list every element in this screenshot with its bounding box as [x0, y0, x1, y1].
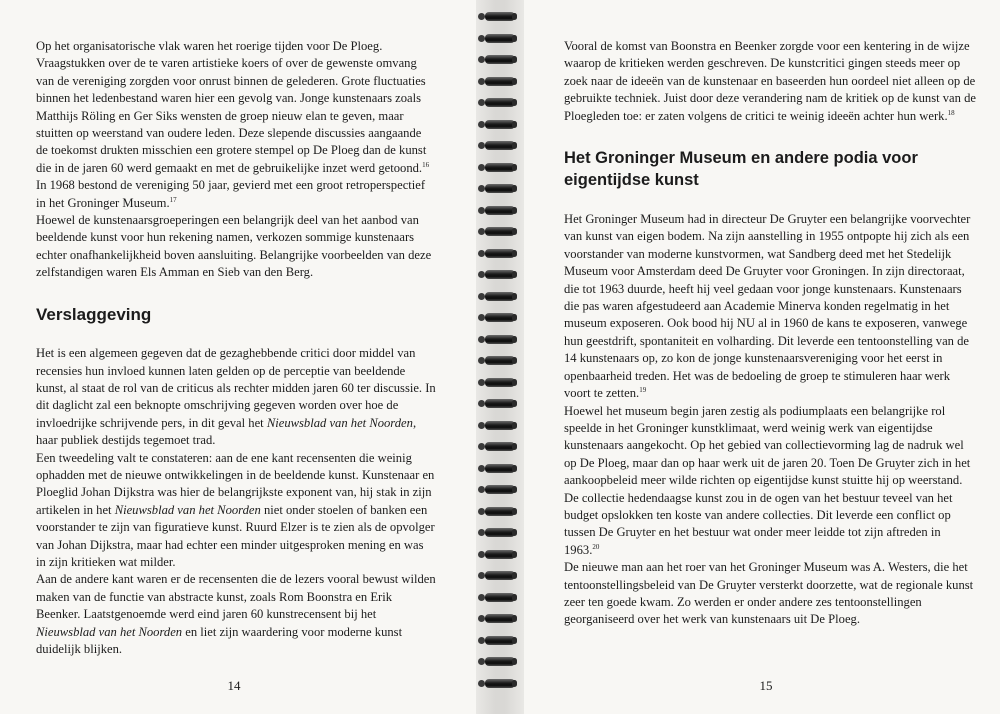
footnote-marker: 17 — [169, 195, 177, 204]
italic-title: Nieuwsblad van het Noorden — [266, 415, 413, 430]
punch-hole — [478, 250, 485, 257]
spiral-coil — [485, 270, 515, 279]
spiral-coil — [485, 163, 515, 172]
spiral-coil — [485, 55, 515, 64]
text-run: Een tweedeling valt te constateren: aan de ene kant recensenten die weinig ophadden met de nieuwe ontwikkelingen in de beeldende kunst. Kunstenaar en Ploeglid Johan Dijkstra was hier de belangrijkste exponent van, hij stak in zijn artikelen in het — [36, 450, 435, 517]
text-run: De nieuwe man aan het roer van het Groninger Museum was A. Westers, die het tentoonstellingsbeleid van De Gruyter versterkt doorzette, wat de regionale kunst zeer ten goede kwam. Zo werden er onder andere zes tentoonstellingen georganiseerd over het werk van kunstenaars uit De Ploeg. — [564, 560, 974, 627]
punch-hole — [478, 207, 485, 214]
right-text-column — [564, 38, 976, 629]
punch-hole — [478, 185, 485, 192]
spiral-coil — [485, 507, 515, 516]
punch-hole — [478, 314, 485, 321]
spiral-coil — [485, 335, 515, 344]
punch-hole — [478, 551, 485, 558]
spiral-coil — [485, 421, 515, 430]
spiral-coil — [485, 378, 515, 387]
spiral-coil — [485, 528, 515, 537]
punch-hole — [478, 486, 485, 493]
spiral-coil — [485, 184, 515, 193]
footnote-marker: 19 — [639, 385, 647, 394]
spiral-coil — [485, 679, 515, 688]
punch-hole — [478, 637, 485, 644]
text-run: Het is een algemeen gegeven dat de gezaghebbende critici door middel van recensies hun invloed kunnen laten gelden op de perceptie van beeldende kunst, al staat de rol van de criticus als rechter midden jaren 60 ter discussie. In dit daglicht zal een beknopte omschrijving gegeven worden over hoe de invloedrijke schrijvende pers, in dit geval het — [36, 346, 436, 430]
left-text-column — [36, 38, 436, 658]
punch-hole — [478, 228, 485, 235]
right-page — [524, 0, 1000, 714]
paragraph — [564, 559, 976, 629]
paragraph — [36, 450, 436, 572]
spiral-coil — [485, 77, 515, 86]
punch-hole — [478, 164, 485, 171]
text-run: , haar publiek destijds tegemoet trad. — [36, 415, 417, 448]
spiral-coil — [485, 571, 515, 580]
spiral-coil — [485, 442, 515, 451]
text-run: Aan de andere kant waren er de recensenten die de lezers vooral bewust wilden maken van de functie van abstracte kunst, zoals Rom Boonstra en Erik Beenker. Laatstgenoemde werd eind jaren 60 kunstrecensent bij het — [36, 572, 436, 622]
punch-hole — [478, 594, 485, 601]
section-heading: Verslaggeving — [36, 304, 152, 324]
text-run: Op het organisatorische vlak waren het roerige tijden voor De Ploeg. Vraagstukken over de te varen artistieke koers of over de gewenste omvang van de vereniging zorgden voor onrust binnen de gelederen. Grote fluctuaties binnen het ledenbestand waren hier een gevolg van. Jonge kunstenaars zoals Matthijs Röling en Ger Siks wensten de groep nieuw elan te geven, maar stuitten op weerstand van oudere leden. Deze slepende discussies aangaande de toekomst drukten misschien een grotere stempel op De Ploeg dan de kunst die in de jaren 60 werd gemaakt en met de gebruikelijke inzet werd getoond. — [36, 39, 427, 175]
punch-hole — [478, 422, 485, 429]
spiral-coil — [485, 292, 515, 301]
spiral-coil — [485, 485, 515, 494]
section-heading: Het Groninger Museum en andere podia voor eigentijdse kunst — [564, 149, 918, 190]
spiral-coil — [485, 464, 515, 473]
spiral-coil — [485, 313, 515, 322]
punch-hole — [478, 680, 485, 687]
spiral-coil — [485, 636, 515, 645]
paragraph — [36, 38, 436, 212]
punch-hole — [478, 121, 485, 128]
punch-hole — [478, 336, 485, 343]
punch-hole — [478, 293, 485, 300]
text-run: In 1968 bestond de vereniging 50 jaar, gevierd met een groot retroperspectief in het Groninger Museum. — [36, 178, 426, 210]
spiral-coil — [485, 227, 515, 236]
spiral-coil — [485, 614, 515, 623]
spiral-coil — [485, 206, 515, 215]
spiral-coil — [485, 249, 515, 258]
paragraph — [564, 38, 976, 125]
spiral-coil — [485, 657, 515, 666]
spiral-coil — [485, 399, 515, 408]
paragraph — [564, 211, 976, 402]
text-run: Hoewel het museum begin jaren zestig als podiumplaats een belangrijke rol speelde in het Groninger kunstklimaat, werd weinig werk van eigentijdse kunstenaars aangekocht. Op het gebied van collectievorming lag de nadruk wel op De Ploeg, maar dan op haar werk uit de jaren 20. Toen De Gruyter zich in het aankoopbeleid meer wilde richten op eigentijdse kunst stuitte hij op weerstand. De collectie hedendaagse kunst zou in de ogen van het bestuur teveel van het budget opslokken ten koste van andere collecties. Dit leverde een conflict op tussen De Gruyter en het bestuur wat onder meer leidde tot zijn aftreden in 1963. — [564, 403, 971, 557]
text-run: Hoewel de kunstenaarsgroeperingen een belangrijk deel van het aanbod van beeldende kunst voor hun rekening namen, verkozen sommige kunstenaars echter onafhankelijkheid boven aansluiting. Belangrijke voorbeelden van deze zelfstandigen waren Els Amman en Sieb van den Berg. — [36, 213, 432, 280]
left-page — [0, 0, 476, 714]
text-run: Vooral de komst van Boonstra en Beenker zorgde voor een kentering in de wijze waarop de kritieken werden geschreven. De kunstcritici gingen steeds meer op zoek naar de ideeën van de kunstenaar en baseerden hun oordeel niet alleen op de gebruikte techniek. Juist door deze verandering nam de kritiek op de kunst van de Ploegleden toe: er zaten volgens de critici te weinig ideeën achter hun werk. — [564, 39, 976, 123]
footnote-marker: 20 — [592, 542, 600, 551]
punch-hole — [478, 508, 485, 515]
italic-title: Nieuwsblad van het Noorden — [114, 502, 261, 517]
paragraph — [564, 403, 976, 560]
italic-title: Nieuwsblad van het Noorden — [36, 624, 183, 639]
punch-hole — [478, 572, 485, 579]
punch-hole — [478, 78, 485, 85]
spiral-coil — [485, 593, 515, 602]
punch-hole — [478, 615, 485, 622]
spiral-coil — [485, 356, 515, 365]
text-run: en liet zijn waardering voor moderne kunst duidelijk blijken. — [36, 624, 403, 656]
spiral-coil — [485, 98, 515, 107]
spiral-coil — [485, 34, 515, 43]
page-number: 15 — [759, 678, 773, 693]
punch-hole — [478, 529, 485, 536]
text-run: niet onder stoelen of banken een voorstander te zijn van figuratieve kunst. Ruurd Elzer is te zien als de opvolger van Johan Dijkstra, maar had echter een minder uitgesproken mening en was in zijn kritieken wat milder. — [36, 502, 435, 569]
punch-hole — [478, 99, 485, 106]
spiral-binding — [476, 0, 524, 714]
punch-hole — [478, 379, 485, 386]
punch-hole — [478, 357, 485, 364]
paragraph — [36, 571, 436, 658]
punch-hole — [478, 35, 485, 42]
punch-hole — [478, 658, 485, 665]
punch-hole — [478, 56, 485, 63]
spiral-coil — [485, 141, 515, 150]
punch-hole — [478, 142, 485, 149]
punch-hole — [478, 13, 485, 20]
punch-hole — [478, 465, 485, 472]
punch-hole — [478, 443, 485, 450]
page-number: 14 — [227, 678, 241, 693]
text-run: Het Groninger Museum had in directeur De Gruyter een belangrijke voorvechter van kunst van eigen bodem. Na zijn aanstelling in 1955 ontpopte hij zich als een voorstander van moderne kunstvormen, wat Sandberg deed met het Stedelijk Museum voor Amsterdam deed De Gruyter voor Groningen. In zijn directoraat, die tot 1963 duurde, heeft hij veel gedaan voor jonge kunstenaars. Kunstenaars die pas waren afgestudeerd aan Academie Minerva konden regelmatig in het museum exposeren. Ook bood hij NU al in 1960 de kans te exposeren, vanwege hun geestdrift, spontaniteit en volharding. Dit leverde een tentoonstelling van de 14 kunstenaars op, zo kon de jonge kunstenaarsvereniging voor het eerst in openbaarheid treden. Het was de bedoeling de groep te stimuleren haar werk voort te zetten. — [564, 212, 971, 401]
punch-hole — [478, 271, 485, 278]
footnote-marker: 16 — [422, 160, 430, 169]
spiral-coil — [485, 550, 515, 559]
punch-hole — [478, 400, 485, 407]
paragraph — [36, 212, 436, 282]
footnote-marker: 18 — [947, 108, 955, 117]
paragraph — [36, 345, 436, 449]
spiral-coil — [485, 12, 515, 21]
spiral-coil — [485, 120, 515, 129]
